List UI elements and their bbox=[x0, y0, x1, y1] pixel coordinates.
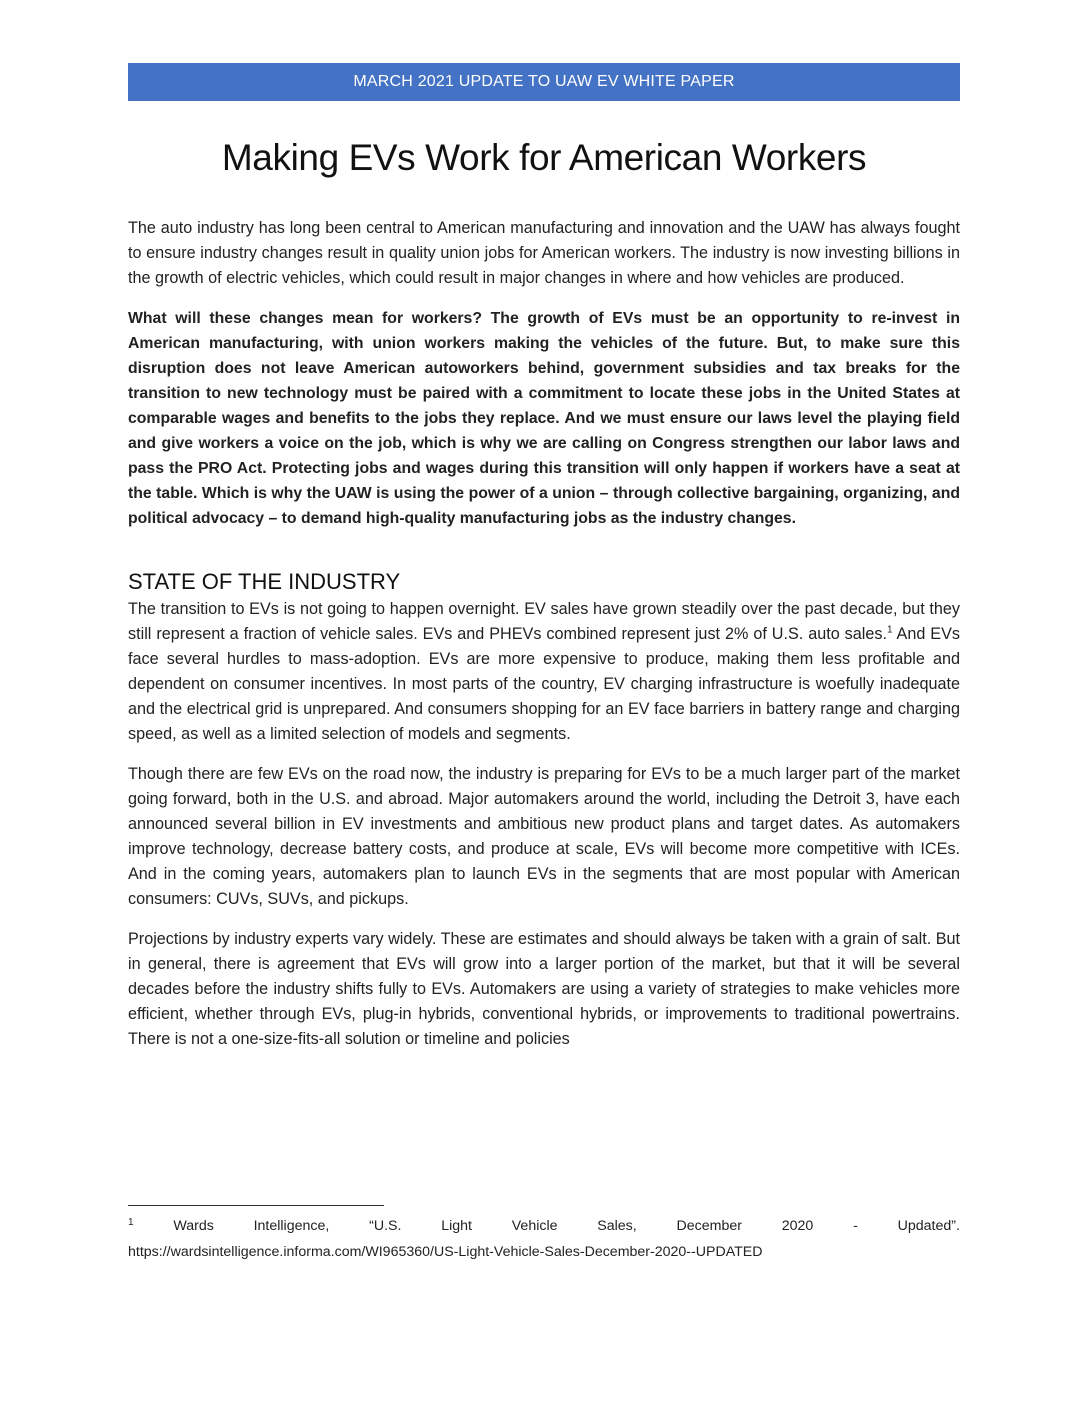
footnote-word: - bbox=[853, 1218, 858, 1234]
intro-paragraph: The auto industry has long been central to American manufacturing and innovation and the UAW has always fought to ensure industry changes result in quality union jobs for American workers. The industry is now investing billions in the growth of electric vehicles, which could result in major changes in where and how vehicles are produced. bbox=[128, 219, 960, 287]
footnote-number: 1 bbox=[128, 1217, 134, 1228]
footnote-word: Sales, bbox=[597, 1218, 637, 1234]
state-paragraph-text-b: And EVs face several hurdles to mass-adoption. EVs are more expensive to produce, making them less profitable and dependent on consumer incentives. In most parts of the country, EV charging infrastructure is woefully inadequate and the electrical grid is unprepared. And consumers shopping for an EV face barriers in battery range and charging speed, as well as a limited selection of models and segments. bbox=[128, 625, 960, 743]
footnote-word: Updated”. bbox=[897, 1218, 960, 1234]
document-title: Making EVs Work for American Workers bbox=[221, 137, 867, 178]
footnote bbox=[128, 1214, 960, 1265]
projections-paragraph: Projections by industry experts vary widely. These are estimates and should always be taken with a grain of salt. But in general, there is agreement that EVs will grow into a larger portion of the market, but that it will be several decades before the industry shifts fully to EVs. Automakers are using a variety of strategies to make vehicles more efficient, whether through EVs, plug-in hybrids, conventional hybrids, or improvements to traditional powertrains. There is not a one-size-fits-all solution or timeline and policies bbox=[128, 930, 960, 1048]
footnote-divider bbox=[128, 1205, 384, 1206]
footnote-word: December bbox=[676, 1218, 742, 1234]
section-heading: STATE OF THE INDUSTRY bbox=[128, 569, 401, 594]
callout-paragraph: What will these changes mean for workers? The growth of EVs must be an opportunity to re-invest in American manufacturing, with union workers making the vehicles of the future. But, to make sure this disruption does not leave American autoworkers behind, government subsidies and tax breaks for the transition to new technology must be paired with a commitment to locate these jobs in the United States at comparable wages and benefits to the jobs they replace. And we must ensure our laws level the playing field and give workers a voice on the job, which is why we are calling on Congress strengthen our labor laws and pass the PRO Act. Protecting jobs and wages during this transition will only happen if workers have a seat at the table. Which is why the UAW is using the power of a union – through collective bargaining, organizing, and political advocacy – to demand high-quality manufacturing jobs as the industry changes. bbox=[128, 310, 960, 527]
footnote-word: 2020 bbox=[781, 1218, 814, 1234]
footnote-word: “U.S. bbox=[369, 1218, 402, 1234]
footnote-url[interactable]: https://wardsintelligence.informa.com/WI965360/US-Light-Vehicle-Sales-December-2020--UPDATED bbox=[128, 1244, 763, 1260]
state-of-industry-paragraph bbox=[128, 597, 960, 747]
footnote-word: Light bbox=[441, 1218, 472, 1234]
document-page bbox=[128, 63, 960, 1052]
footnote-word: Vehicle bbox=[511, 1218, 558, 1234]
footnote-word: Wards bbox=[173, 1218, 214, 1234]
state-paragraph-text-a: The transition to EVs is not going to happen overnight. EV sales have grown steadily over the past decade, but they still represent a fraction of vehicle sales. EVs and PHEVs combined represent just 2% of U.S. auto sales. bbox=[128, 600, 960, 643]
footnote-reference[interactable]: 1 bbox=[886, 624, 893, 636]
road-paragraph: Though there are few EVs on the road now, the industry is preparing for EVs to be a much larger part of the market going forward, both in the U.S. and abroad. Major automakers around the world, including the Detroit 3, have each announced several billion in EV investments and ambitious new product plans and target dates. As automakers improve technology, decrease battery costs, and produce at scale, EVs will become more competitive with ICEs. And in the coming years, automakers plan to launch EVs in the segments that are most popular with American consumers: CUVs, SUVs, and pickups. bbox=[128, 765, 960, 908]
header-banner: MARCH 2021 UPDATE TO UAW EV WHITE PAPER bbox=[128, 63, 960, 101]
footnote-word: Intelligence, bbox=[253, 1218, 330, 1234]
footnote-citation-line bbox=[128, 1214, 960, 1240]
